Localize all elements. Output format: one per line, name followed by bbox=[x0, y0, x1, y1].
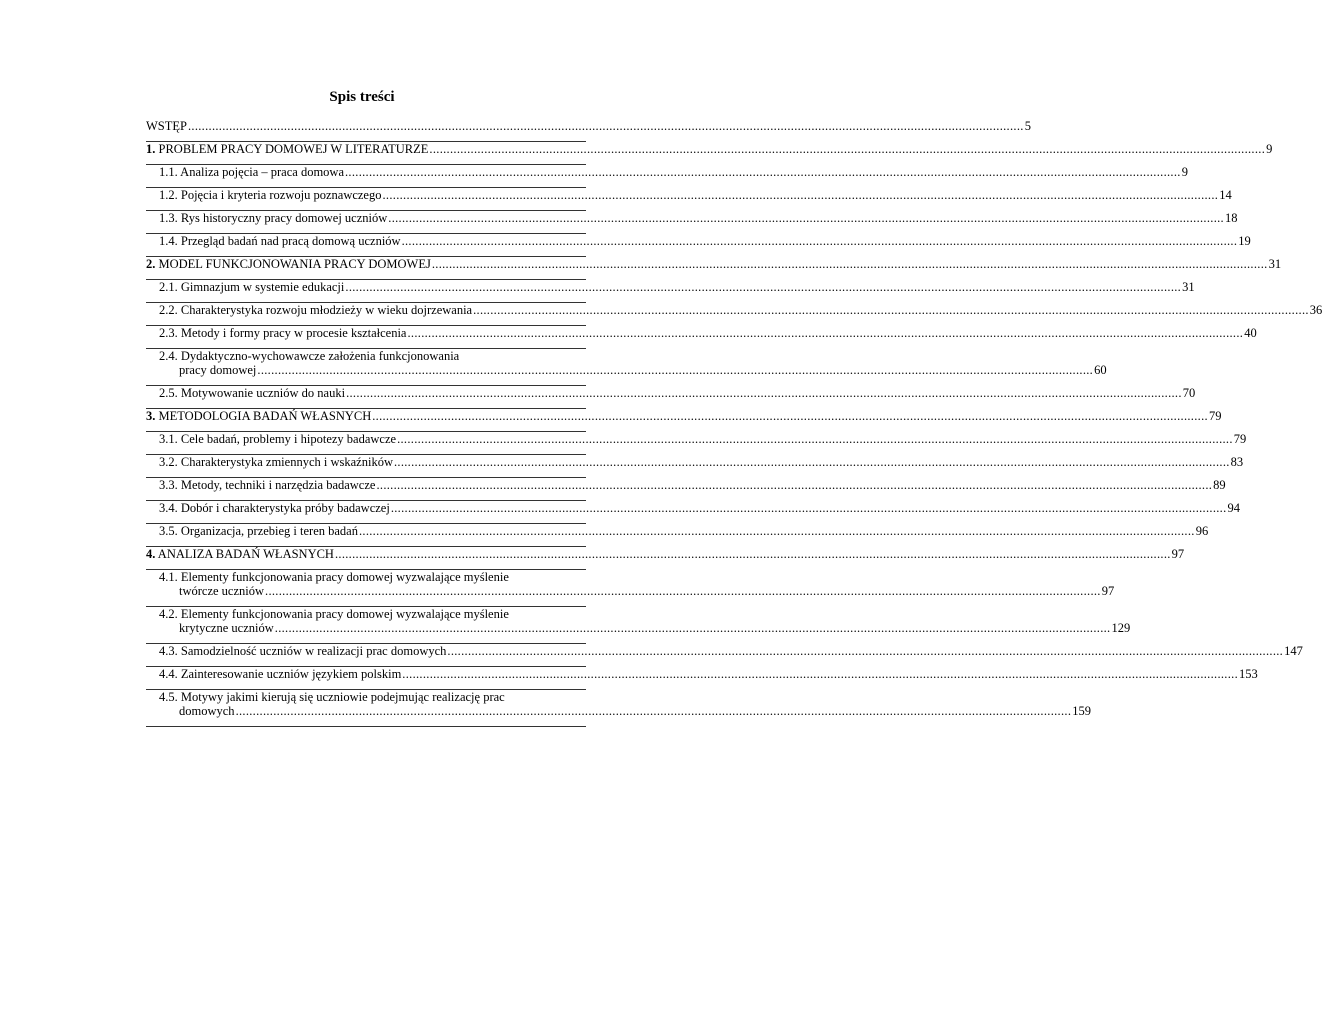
toc-section bbox=[146, 211, 1238, 234]
toc-chapter bbox=[146, 257, 1282, 280]
page-number: 18 bbox=[1224, 211, 1238, 225]
toc-entry-content bbox=[159, 188, 1232, 202]
dot-leader: .................................................................................................................................................................................................................................................... bbox=[358, 524, 1195, 538]
toc-leader-line bbox=[146, 257, 1282, 271]
toc-entry-title: 4.5. Motywy jakimi kierują się uczniowie podejmując realizację prac bbox=[159, 690, 505, 704]
toc-entry-title: 4.3. Samodzielność uczniów w realizacji prac domowych bbox=[159, 644, 447, 658]
toc-leader-line bbox=[159, 644, 1303, 658]
toc-entry-title: 1.4. Przegląd badań nad pracą domową uczniów bbox=[159, 234, 401, 248]
toc-section bbox=[146, 607, 1131, 644]
page-number: 94 bbox=[1227, 501, 1241, 515]
page-number: 40 bbox=[1244, 326, 1257, 340]
dot-leader: .................................................................................................................................................................................................................................................... bbox=[376, 478, 1213, 492]
toc-entry-title: PROBLEM PRACY DOMOWEJ W LITERATURZE bbox=[155, 142, 429, 156]
toc-entry-title: ANALIZA BADAŃ WŁASNYCH bbox=[155, 547, 334, 561]
toc-entry-content bbox=[146, 409, 1222, 423]
toc-entry-title: 2.5. Motywowanie uczniów do nauki bbox=[159, 386, 346, 400]
page-number: 96 bbox=[1195, 524, 1209, 538]
page-number: 60 bbox=[1094, 363, 1107, 377]
toc-leader-line bbox=[146, 409, 1222, 423]
toc-leader-line bbox=[159, 326, 1257, 340]
toc-entry-title: WSTĘP bbox=[146, 119, 187, 133]
dot-leader: .................................................................................................................................................................................................................................................... bbox=[407, 326, 1244, 340]
toc-leader-line bbox=[159, 234, 1251, 248]
toc-section bbox=[146, 188, 1232, 211]
toc-entry-content bbox=[159, 570, 1115, 598]
toc-section bbox=[146, 501, 1241, 524]
toc-entry-heading bbox=[146, 257, 431, 271]
page-number: 70 bbox=[1182, 386, 1196, 400]
toc-section bbox=[146, 234, 1251, 257]
page-number: 97 bbox=[1171, 547, 1185, 561]
page-number: 31 bbox=[1182, 280, 1195, 294]
chapter-number: 2. bbox=[146, 257, 156, 271]
toc-section bbox=[146, 326, 1257, 349]
chapter-number: 1. bbox=[146, 142, 156, 156]
toc-leader-line bbox=[159, 165, 1188, 179]
chapter-number: 3. bbox=[146, 409, 156, 423]
toc-entry-content bbox=[159, 349, 1107, 377]
toc-entry-title: 2.1. Gimnazjum w systemie edukacji bbox=[159, 280, 345, 294]
page-number: 97 bbox=[1101, 584, 1115, 598]
toc-leader-line bbox=[159, 584, 1115, 598]
dot-leader: .................................................................................................................................................................................................................................................... bbox=[382, 188, 1219, 202]
toc-entry-title-continued: krytyczne uczniów bbox=[179, 621, 274, 635]
toc-entry-title: MODEL FUNKCJONOWANIA PRACY DOMOWEJ bbox=[155, 257, 431, 271]
toc-entry-title: 4.2. Elementy funkcjonowania pracy domowej wyzwalające myślenie bbox=[159, 607, 509, 621]
toc-entry-content bbox=[146, 257, 1282, 271]
toc-entry-title: 3.2. Charakterystyka zmiennych i wskaźników bbox=[159, 455, 393, 469]
page-number: 9 bbox=[1266, 142, 1273, 156]
dot-leader: .................................................................................................................................................................................................................................................... bbox=[187, 119, 1024, 133]
toc-leader-line bbox=[159, 363, 1107, 377]
page-number: 31 bbox=[1268, 257, 1282, 271]
toc-chapter bbox=[146, 119, 1031, 142]
toc-leader-line bbox=[159, 280, 1195, 294]
dot-leader: .................................................................................................................................................................................................................................................... bbox=[265, 584, 1101, 598]
toc-entry-content bbox=[159, 478, 1226, 492]
page-number: 89 bbox=[1213, 478, 1226, 492]
toc-entry-title: 2.2. Charakterystyka rozwoju młodzieży w wieku dojrzewania bbox=[159, 303, 473, 317]
toc-entry-content bbox=[159, 165, 1188, 179]
toc-leader-line bbox=[146, 119, 1031, 133]
toc-section bbox=[146, 524, 1209, 547]
toc-leader-line bbox=[159, 188, 1232, 202]
dot-leader: .................................................................................................................................................................................................................................................... bbox=[388, 211, 1224, 225]
page-number: 83 bbox=[1230, 455, 1244, 469]
toc-chapter bbox=[146, 142, 1273, 165]
dot-leader: .................................................................................................................................................................................................................................................... bbox=[390, 501, 1227, 515]
toc-entry-title: 2.4. Dydaktyczno-wychowawcze założenia funkcjonowania bbox=[159, 349, 460, 363]
page-number: 79 bbox=[1208, 409, 1222, 423]
page-number: 36 bbox=[1309, 303, 1322, 317]
toc-entry-title: 3.3. Metody, techniki i narzędzia badawcze bbox=[159, 478, 376, 492]
toc-leader-line bbox=[159, 621, 1131, 635]
toc-entry-title: 1.1. Analiza pojęcia – praca domowa bbox=[159, 165, 344, 179]
toc-entry-heading bbox=[146, 142, 428, 156]
row-divider bbox=[146, 726, 586, 727]
toc-entry-content bbox=[159, 280, 1195, 294]
toc-section bbox=[146, 455, 1244, 478]
dot-leader: .................................................................................................................................................................................................................................................... bbox=[346, 386, 1182, 400]
toc-entry-title: 2.3. Metody i formy pracy w procesie kształcenia bbox=[159, 326, 407, 340]
page-number: 159 bbox=[1072, 704, 1092, 718]
dot-leader: .................................................................................................................................................................................................................................................... bbox=[235, 704, 1072, 718]
toc-entry-title: 3.4. Dobór i charakterystyka próby badawczej bbox=[159, 501, 390, 515]
dot-leader: .................................................................................................................................................................................................................................................... bbox=[473, 303, 1309, 317]
toc-entry-content bbox=[159, 386, 1196, 400]
toc-chapter bbox=[146, 409, 1222, 432]
toc-leader-line bbox=[159, 303, 1322, 317]
dot-leader: .................................................................................................................................................................................................................................................... bbox=[393, 455, 1230, 469]
dot-leader: .................................................................................................................................................................................................................................................... bbox=[429, 142, 1266, 156]
toc-leader-line bbox=[159, 386, 1196, 400]
toc-entry-content bbox=[159, 326, 1257, 340]
toc-entry-content bbox=[159, 607, 1131, 635]
toc-entry-content bbox=[159, 234, 1251, 248]
dot-leader: .................................................................................................................................................................................................................................................... bbox=[274, 621, 1111, 635]
toc-leader-line bbox=[159, 524, 1209, 538]
toc-title: Spis treści bbox=[329, 89, 395, 105]
toc-leader-line bbox=[159, 667, 1258, 681]
toc-section bbox=[146, 165, 1188, 188]
toc-entry-content bbox=[159, 455, 1244, 469]
page-number: 19 bbox=[1238, 234, 1251, 248]
toc-entry-content bbox=[159, 644, 1303, 658]
page-number: 14 bbox=[1219, 188, 1232, 202]
toc-entry-content bbox=[159, 690, 1092, 718]
page-number: 153 bbox=[1239, 667, 1258, 681]
toc-leader-line bbox=[159, 432, 1247, 446]
toc-entry-content bbox=[159, 211, 1238, 225]
chapter-number: 4. bbox=[146, 547, 156, 561]
toc-entry-content bbox=[159, 524, 1209, 538]
toc-leader-line bbox=[159, 211, 1238, 225]
toc-section bbox=[146, 570, 1115, 607]
toc-entry-title: METODOLOGIA BADAŃ WŁASNYCH bbox=[155, 409, 372, 423]
toc-entry-title: 4.4. Zainteresowanie uczniów językiem polskim bbox=[159, 667, 402, 681]
toc-chapter bbox=[146, 547, 1185, 570]
toc-entry-content bbox=[146, 547, 1185, 561]
toc-section bbox=[146, 667, 1258, 690]
toc-entry-title-continued: twórcze uczniów bbox=[179, 584, 265, 598]
dot-leader: .................................................................................................................................................................................................................................................... bbox=[345, 165, 1181, 179]
toc-entry-content bbox=[159, 432, 1247, 446]
toc-entry-content bbox=[159, 303, 1322, 317]
toc-section bbox=[146, 280, 1195, 303]
toc-entry-title: 3.1. Cele badań, problemy i hipotezy badawcze bbox=[159, 432, 397, 446]
dot-leader: .................................................................................................................................................................................................................................................... bbox=[372, 409, 1208, 423]
toc-section bbox=[146, 386, 1196, 409]
toc-section bbox=[146, 644, 1303, 667]
toc-leader-line bbox=[159, 704, 1092, 718]
dot-leader: .................................................................................................................................................................................................................................................... bbox=[401, 234, 1238, 248]
toc-leader-line bbox=[159, 501, 1241, 515]
toc-entry-content bbox=[146, 119, 1031, 133]
page-number: 9 bbox=[1181, 165, 1188, 179]
toc-entry-title: 1.2. Pojęcia i kryteria rozwoju poznawczego bbox=[159, 188, 382, 202]
toc-leader-line bbox=[146, 142, 1273, 156]
page-number: 129 bbox=[1111, 621, 1131, 635]
page-number: 5 bbox=[1024, 119, 1031, 133]
toc-entry-title: 4.1. Elementy funkcjonowania pracy domowej wyzwalające myślenie bbox=[159, 570, 509, 584]
toc-leader-line bbox=[146, 547, 1185, 561]
dot-leader: .................................................................................................................................................................................................................................................... bbox=[257, 363, 1094, 377]
dot-leader: .................................................................................................................................................................................................................................................... bbox=[334, 547, 1171, 561]
toc-entry-title-continued: pracy domowej bbox=[179, 363, 257, 377]
toc-entry-title: 1.3. Rys historyczny pracy domowej uczniów bbox=[159, 211, 388, 225]
toc-section bbox=[146, 478, 1226, 501]
table-of-contents bbox=[146, 119, 1322, 727]
toc-section bbox=[146, 349, 1107, 386]
toc-entry-title-continued: domowych bbox=[179, 704, 235, 718]
dot-leader: .................................................................................................................................................................................................................................................... bbox=[447, 644, 1284, 658]
toc-section bbox=[146, 303, 1322, 326]
toc-leader-line bbox=[159, 478, 1226, 492]
toc-leader-line bbox=[159, 455, 1244, 469]
page-number: 79 bbox=[1233, 432, 1247, 446]
toc-entry-heading bbox=[146, 409, 371, 423]
toc-entry-content bbox=[146, 142, 1273, 156]
toc-entry-heading bbox=[146, 547, 334, 561]
toc-entry-content bbox=[159, 501, 1241, 515]
page-number: 147 bbox=[1284, 644, 1303, 658]
dot-leader: .................................................................................................................................................................................................................................................... bbox=[402, 667, 1238, 681]
dot-leader: .................................................................................................................................................................................................................................................... bbox=[397, 432, 1233, 446]
dot-leader: .................................................................................................................................................................................................................................................... bbox=[431, 257, 1268, 271]
toc-section bbox=[146, 432, 1247, 455]
toc-section bbox=[146, 690, 1092, 727]
toc-entry-title: 3.5. Organizacja, przebieg i teren badań bbox=[159, 524, 358, 538]
dot-leader: .................................................................................................................................................................................................................................................... bbox=[345, 280, 1182, 294]
toc-entry-content bbox=[159, 667, 1258, 681]
